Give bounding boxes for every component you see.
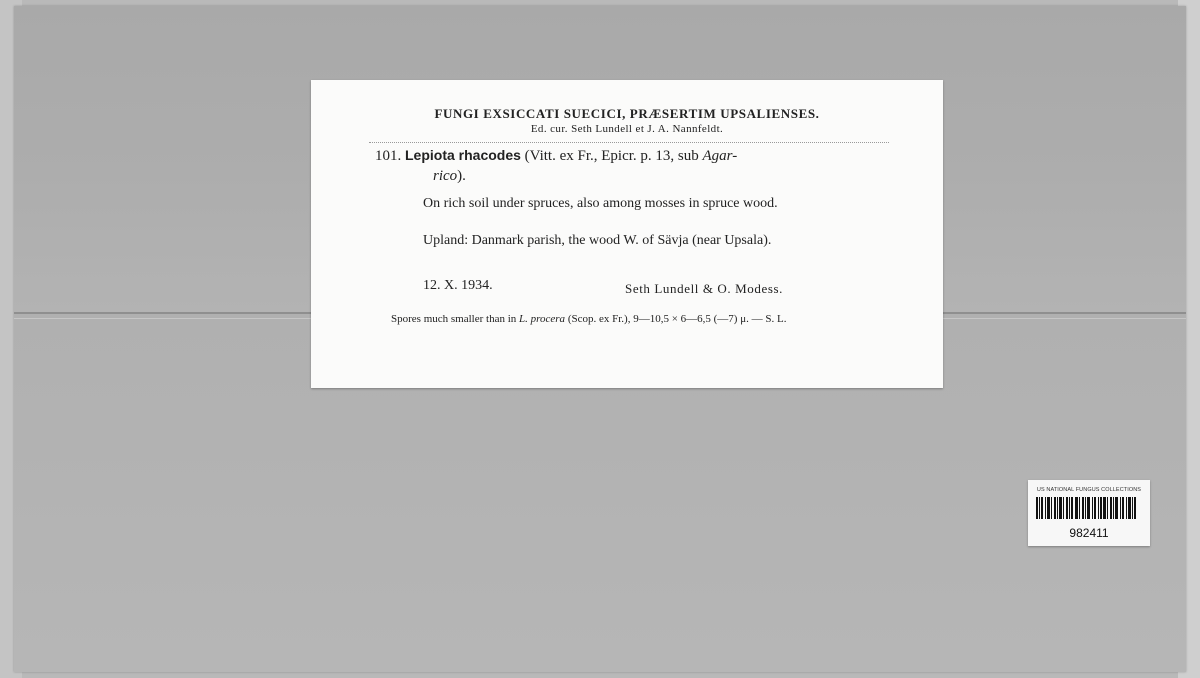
authority-genus-part2: rico [433,168,458,184]
barcode-number: 982411 [1069,526,1109,540]
editors-line: Ed. cur. Seth Lundell et J. A. Nannfeldt. [530,123,724,135]
barcode-image [1036,497,1136,519]
note-species: L. procera [519,313,566,325]
authority-end: ). [457,168,466,184]
barcode-header: US NATIONAL FUNGUS COLLECTIONS [1036,487,1142,493]
note-start: Spores much smaller than in [391,313,517,325]
habitat-text: On rich soil under spruces, also among mosses in spruce wood. [423,196,778,211]
collection-date: 12. X. 1934. [423,278,493,293]
authority-genus-part1: Agar- [702,148,738,164]
title-rule [369,142,889,144]
note-end: (Scop. ex Fr.), 9—10,5 × 6—6,5 (—7) μ. — S. L. [567,313,787,325]
series-title: FUNGI EXSICCATI SUECICI, PRÆSERTIM UPSALIENSES. [434,106,820,121]
taxon-name: Lepiota rhacodes [405,147,521,163]
barcode-label [1028,480,1150,546]
locality-text: Upland: Danmark parish, the wood W. of Sävja (near Upsala). [423,233,772,248]
taxon-authority: (Vitt. ex Fr., Epicr. p. 13, sub [524,148,699,164]
exsiccata-number: 101. [375,148,402,164]
specimen-label [311,80,943,388]
species-entry [375,145,923,186]
spore-note [371,312,931,327]
collectors: Seth Lundell & O. Modess. [625,281,783,296]
